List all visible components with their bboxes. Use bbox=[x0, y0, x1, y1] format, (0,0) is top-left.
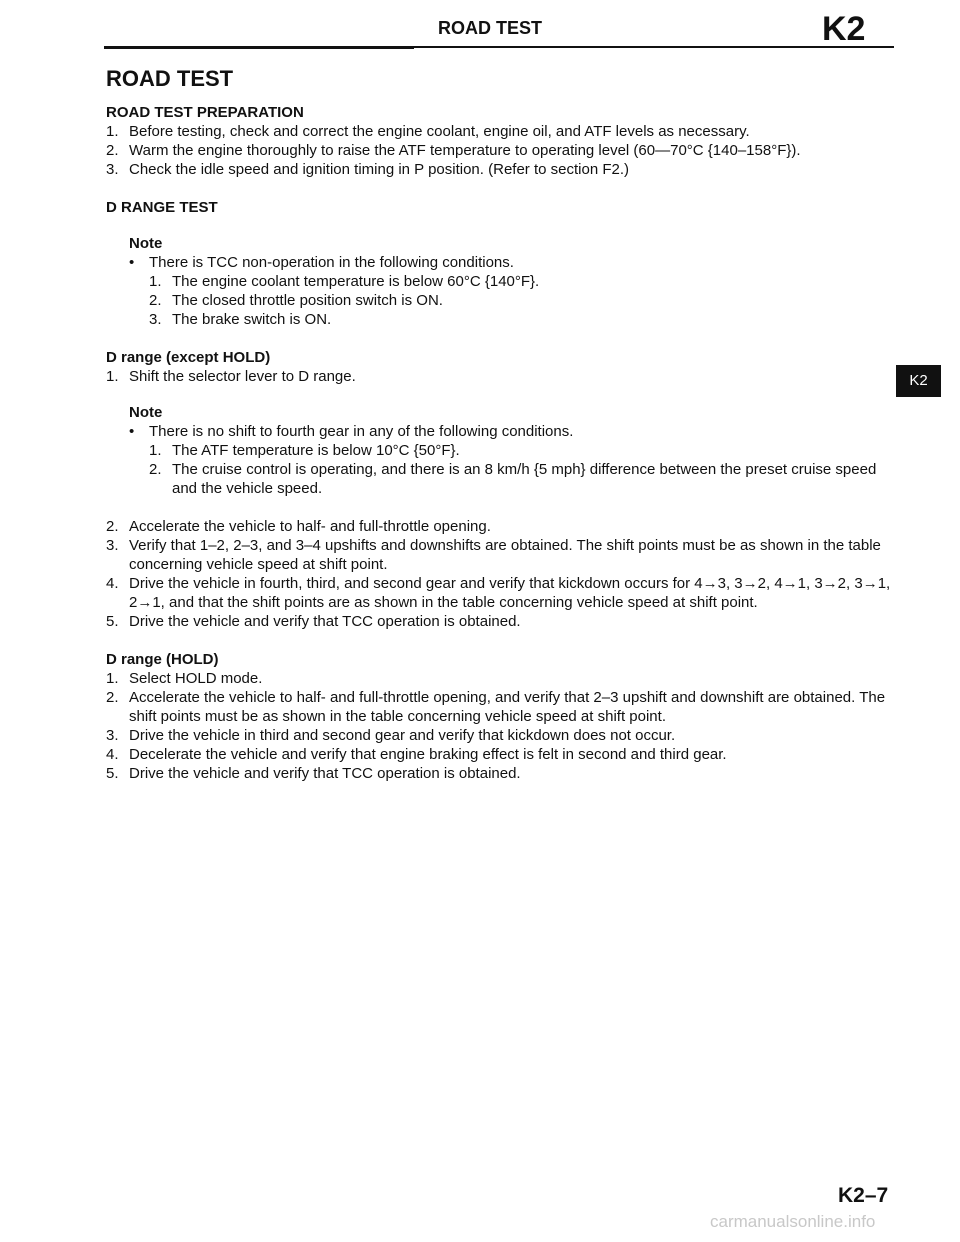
section-heading-d-range-test: D RANGE TEST bbox=[106, 199, 218, 216]
list-item: 2. The cruise control is operating, and there is an 8 km/h {5 mph} difference between the preset cruise speed and the vehicle speed. bbox=[149, 461, 877, 497]
note-block bbox=[129, 234, 901, 329]
list-item: 1. Before testing, check and correct the engine coolant, engine oil, and ATF levels as necessary. bbox=[106, 123, 750, 140]
list-item: 4. Decelerate the vehicle and verify that engine braking effect is felt in second and third gear. bbox=[106, 746, 727, 763]
list-item: 3. Verify that 1–2, 2–3, and 3–4 upshifts and downshifts are obtained. The shift points must be as shown in the table concerning vehicle speed at shift point. bbox=[106, 537, 881, 573]
list-item: 1. The ATF temperature is below 10°C {50°F}. bbox=[149, 442, 460, 459]
note-bullet: • There is TCC non-operation in the following conditions. bbox=[129, 254, 514, 271]
bullet-icon: • bbox=[129, 254, 135, 271]
list-item: 2. Warm the engine thoroughly to raise the ATF temperature to operating level (60—70°C {140–158°F}). bbox=[106, 142, 801, 159]
watermark: carmanualsonline.info bbox=[710, 1212, 876, 1231]
header-title: ROAD TEST bbox=[438, 18, 543, 38]
list-item: 2. Accelerate the vehicle to half- and full-throttle opening, and verify that 2–3 upshift and downshift are obtained. The shift points must be as shown in the table concerning vehicle speed at shift point. bbox=[106, 689, 886, 725]
list-item: 1. The engine coolant temperature is below 60°C {140°F}. bbox=[149, 273, 540, 290]
list-item: 3. The brake switch is ON. bbox=[149, 311, 332, 328]
page-number: K2–7 bbox=[838, 1184, 889, 1207]
sub-list bbox=[149, 441, 901, 498]
list-item: 5. Drive the vehicle and verify that TCC operation is obtained. bbox=[106, 765, 521, 782]
note-label: Note bbox=[129, 235, 163, 252]
note-block bbox=[129, 403, 901, 498]
list-item: 5. Drive the vehicle and verify that TCC operation is obtained. bbox=[106, 613, 521, 630]
list-item: 3. Check the idle speed and ignition timing in P position. (Refer to section F2.) bbox=[106, 161, 629, 178]
list-item: 4. Drive the vehicle in fourth, third, and second gear and verify that kickdown occurs for 4→3, 3→2, 4→1, 3→2, 3→1, 2→1, and that the shift points are as shown in the table concerning vehicle speed at shift point. bbox=[106, 575, 891, 611]
note-label: Note bbox=[129, 404, 163, 421]
section-heading-preparation: ROAD TEST PREPARATION bbox=[106, 104, 304, 121]
note-bullet: • There is no shift to fourth gear in any of the following conditions. bbox=[129, 423, 574, 440]
list-item: 2. The closed throttle position switch is ON. bbox=[149, 292, 443, 309]
bullet-icon: • bbox=[129, 423, 135, 440]
list-item: 1. Shift the selector lever to D range. bbox=[106, 368, 356, 385]
header-section-code: K2 bbox=[822, 10, 866, 48]
sub-list bbox=[149, 272, 901, 329]
list-item: 2. Accelerate the vehicle to half- and full-throttle opening. bbox=[106, 518, 491, 535]
page-title: ROAD TEST bbox=[106, 66, 234, 91]
header-rule-accent bbox=[104, 47, 414, 49]
page-content bbox=[106, 103, 901, 783]
list-item: 1. Select HOLD mode. bbox=[106, 670, 263, 687]
section-heading-d-range-except-hold: D range (except HOLD) bbox=[106, 349, 271, 366]
list-item: 3. Drive the vehicle in third and second gear and verify that kickdown does not occur. bbox=[106, 727, 676, 744]
section-heading-d-range-hold: D range (HOLD) bbox=[106, 651, 219, 668]
section-tab-k2: K2 bbox=[896, 365, 941, 397]
